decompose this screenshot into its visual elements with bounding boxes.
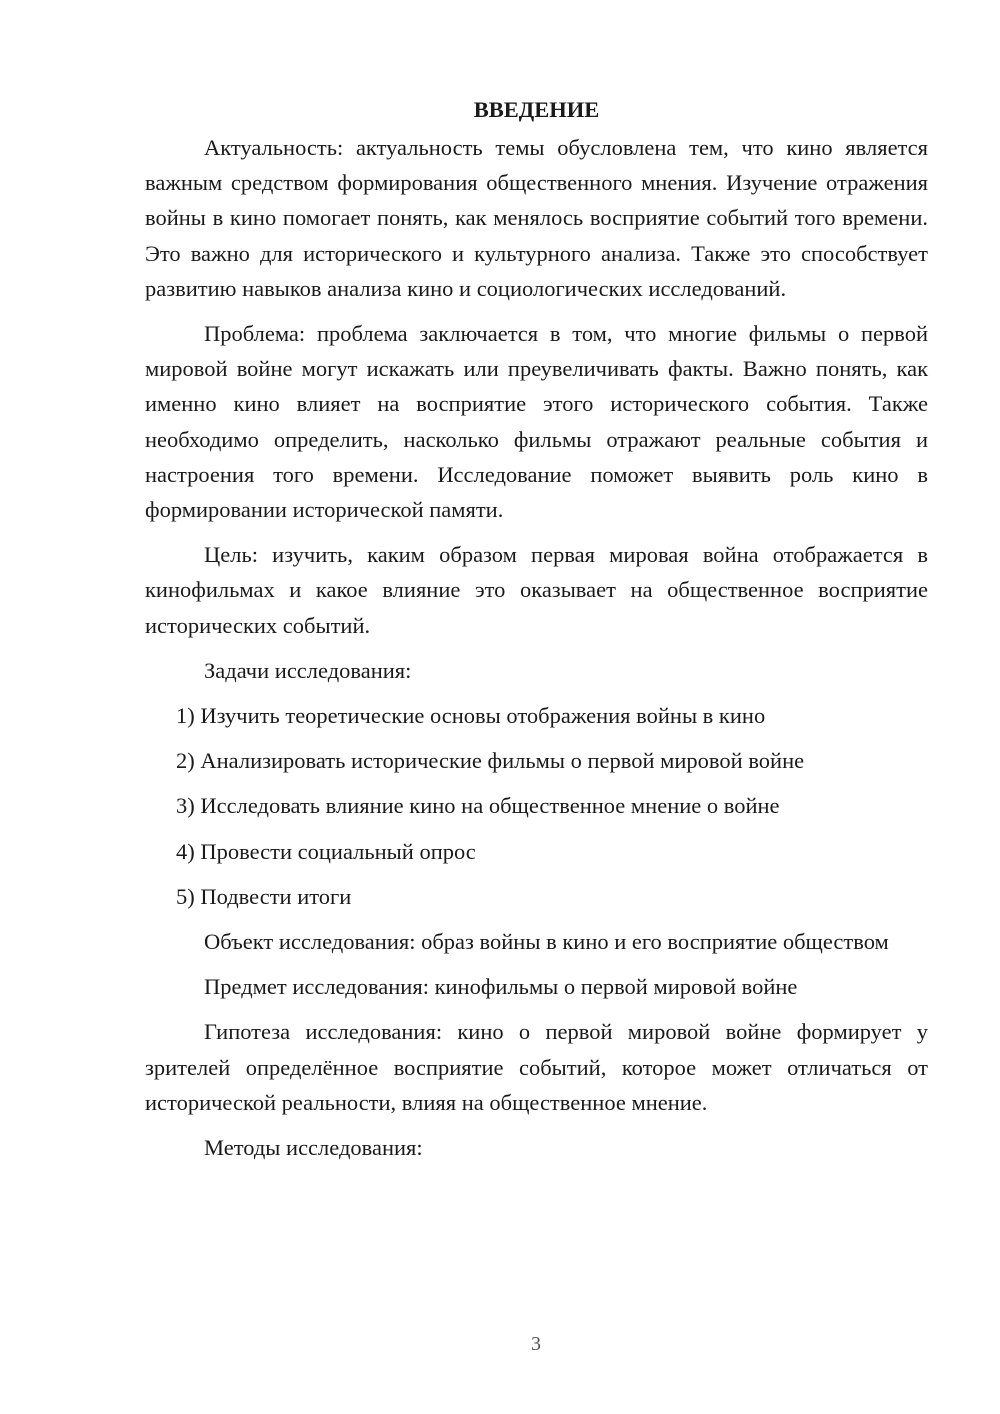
problem-paragraph: Проблема: проблема заключается в том, что многие фильмы о первой мировой войне могут искажать или преувеличивать факты. Важно понять, как именно кино влияет на восприятие этого исторического события. Также необходимо определить, насколько фильмы отражают реальные события и настроения того времени. Исследование поможет выявить роль кино в формировании исторической памяти. — [145, 321, 928, 523]
task-item: 1) Изучить теоретические основы отображения войны в кино — [176, 703, 766, 729]
task-item: 2) Анализировать исторические фильмы о первой мировой войне — [176, 748, 805, 774]
hypothesis-paragraph: Гипотеза исследования: кино о первой мировой войне формирует у зрителей определённое восприятие событий, которое может отличаться от исторической реальности, влияя на общественное мнение. — [145, 1019, 928, 1115]
task-item: 4) Провести социальный опрос — [176, 838, 476, 864]
subject-paragraph: Предмет исследования: кинофильмы о первой мировой войне — [204, 974, 798, 1000]
page-number: 3 — [531, 1333, 541, 1355]
goal-paragraph: Цель: изучить, каким образом первая мировая война отображается в кинофильмах и какое влияние это оказывает на общественное восприятие исторических событий. — [145, 542, 928, 638]
task-item: 5) Подвести итоги — [176, 883, 352, 909]
page-content — [145, 92, 928, 1175]
relevance-paragraph: Актуальность: актуальность темы обусловлена тем, что кино является важным средством формирования общественного мнения. Изучение отражения войны в кино помогает понять, как менялось восприятие событий того времени. Это важно для исторического и культурного анализа. Также это способствует развитию навыков анализа кино и социологических исследований. — [145, 135, 928, 301]
page-title: ВВЕДЕНИЕ — [473, 97, 600, 122]
object-paragraph: Объект исследования: образ войны в кино и его восприятие обществом — [204, 929, 889, 955]
task-item: 3) Исследовать влияние кино на общественное мнение о войне — [176, 793, 780, 819]
methods-title: Методы исследования: — [204, 1135, 423, 1161]
tasks-title: Задачи исследования: — [204, 657, 412, 683]
